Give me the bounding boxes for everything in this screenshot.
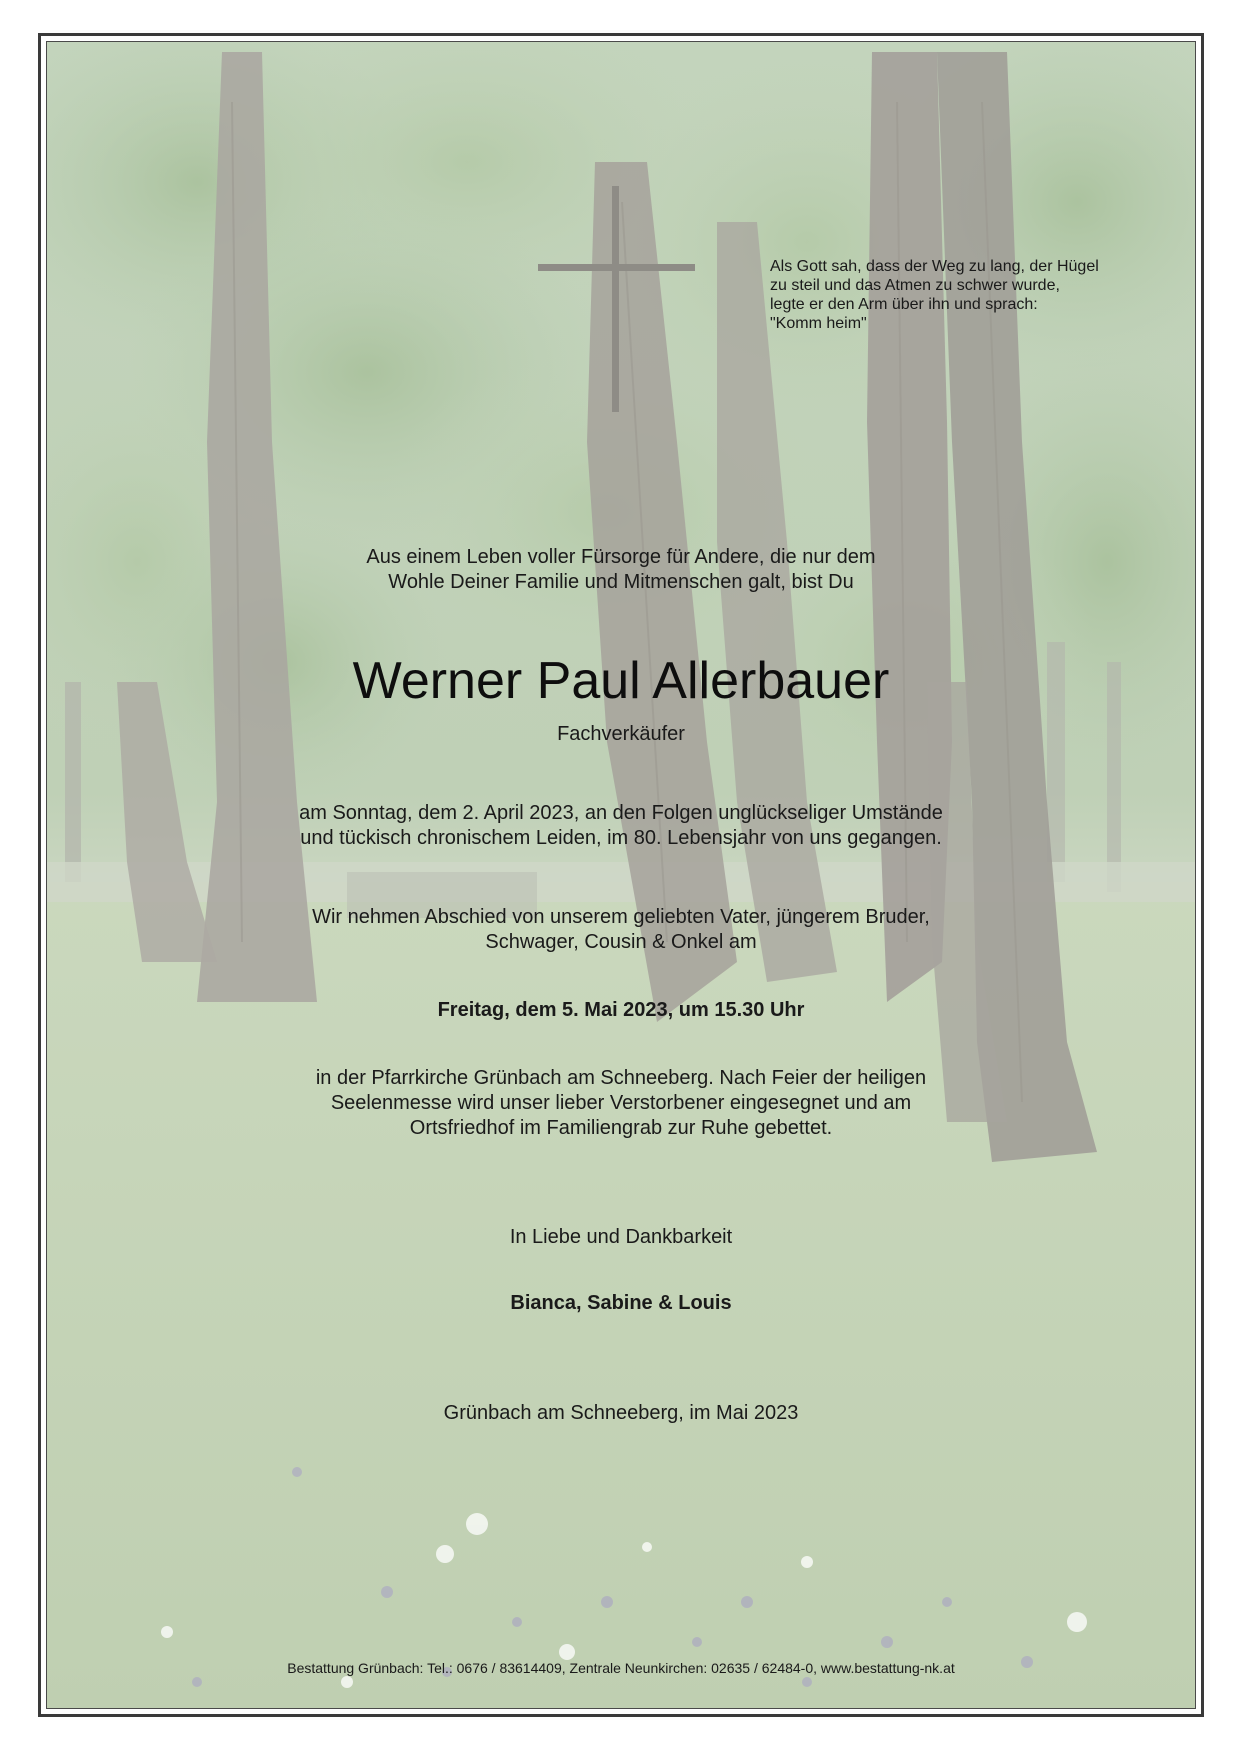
ceremony-date: Freitag, dem 5. Mai 2023, um 15.30 Uhr bbox=[437, 999, 805, 1021]
quote-text: Als Gott sah, dass der Weg zu lang, der Hügel zu steil und das Atmen zu schwer wurde, legte er den Arm über ihn und sprach: "Komm heim" bbox=[770, 258, 1099, 332]
closing-family: Bianca, Sabine & Louis bbox=[510, 1292, 732, 1314]
closing-love: In Liebe und Dankbarkeit bbox=[509, 1226, 733, 1248]
cross-icon-bar bbox=[538, 264, 695, 271]
closing-place-date: Grünbach am Schneeberg, im Mai 2023 bbox=[443, 1402, 799, 1424]
ceremony-location: in der Pfarrkirche Grünbach am Schneeberg. Nach Feier der heiligen Seelenmesse wird unser lieber Verstorbener eingesegnet und am Ortsfriedhof im Familiengrab zur Ruhe gebettet. bbox=[315, 1067, 927, 1139]
farewell-text: Wir nehmen Abschied von unserem geliebten Vater, jüngerem Bruder, Schwager, Cousin & Onkel am bbox=[312, 906, 930, 953]
funeral-home-footer: Bestattung Grünbach: Tel.: 0676 / 83614409, Zentrale Neunkirchen: 02635 / 62484-0, www.bestattung-nk.at bbox=[287, 1660, 955, 1676]
death-notice-text: am Sonntag, dem 2. April 2023, an den Folgen unglückseliger Umstände und tückisch chronischem Leiden, im 80. Lebensjahr von uns gegangen. bbox=[299, 802, 943, 849]
intro-text: Aus einem Leben voller Fürsorge für Andere, die nur dem Wohle Deiner Familie und Mitmenschen galt, bist Du bbox=[366, 546, 876, 593]
cross-icon bbox=[612, 186, 619, 412]
deceased-name: Werner Paul Allerbauer bbox=[352, 652, 890, 710]
deceased-occupation: Fachverkäufer bbox=[557, 723, 685, 745]
